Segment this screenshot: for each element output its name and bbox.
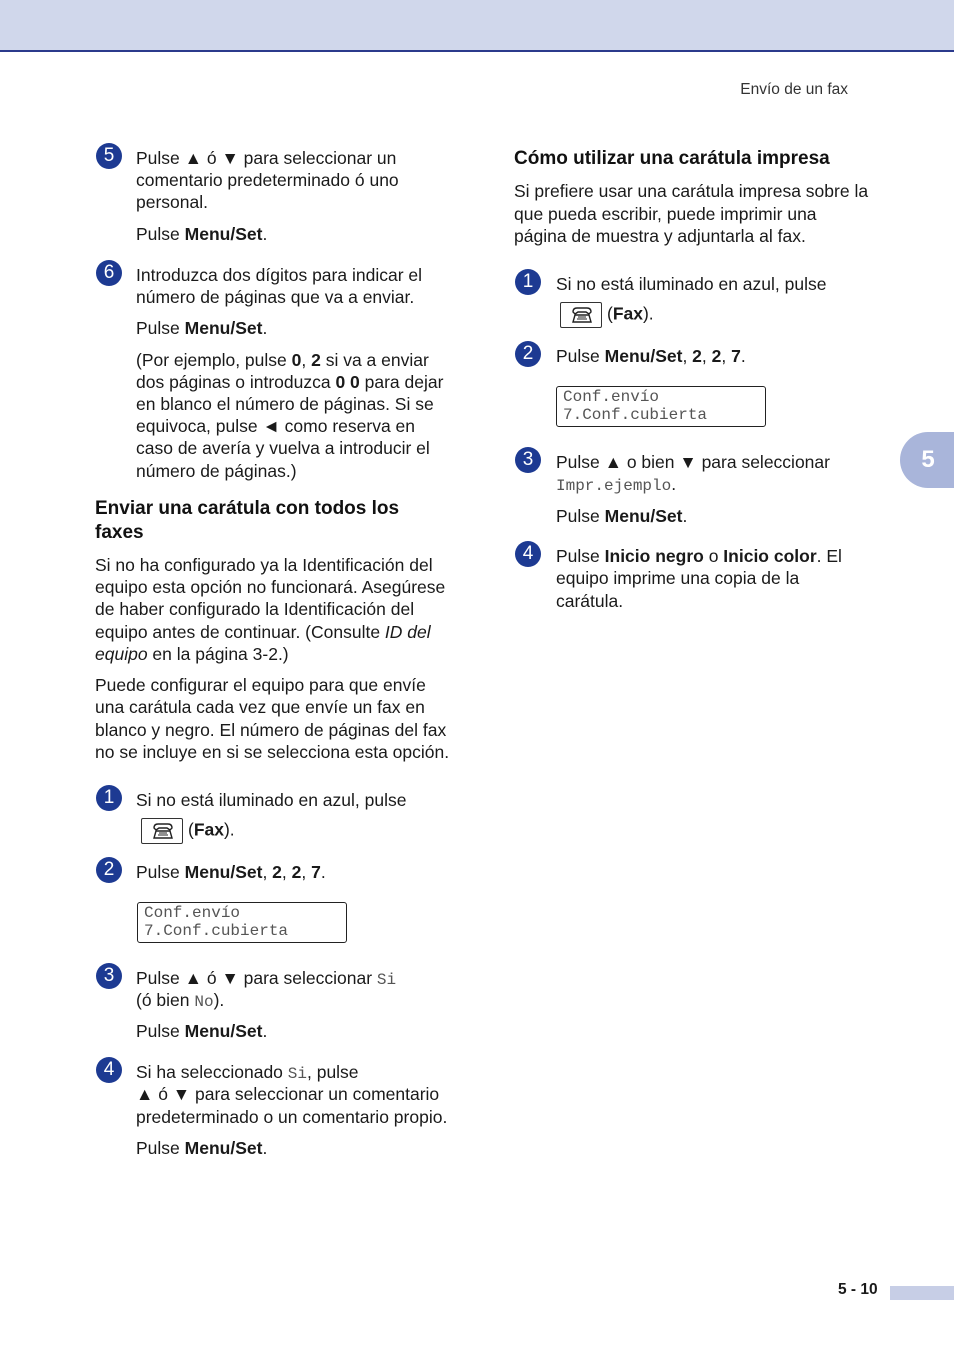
- para1-line-5: equipo en la página 3-2.): [95, 644, 289, 664]
- step-5-badge: 5: [96, 143, 122, 169]
- step-3-badge: 3: [96, 963, 122, 989]
- right-step-4-line-3: carátula.: [556, 591, 624, 611]
- para1-line-1: Si no ha configurado ya la Identificación del: [95, 555, 433, 575]
- step-4-badge: 4: [96, 1057, 122, 1083]
- step-5-line-2: comentario predeterminado ó uno: [136, 170, 399, 190]
- right-step-4-line-2: equipo imprime una copia de la: [556, 568, 800, 588]
- step-6-example-3: en blanco el número de páginas. Si se: [136, 394, 434, 414]
- right-step-3-line-2: Impr.ejemplo.: [556, 474, 677, 495]
- step-3-line-1: Pulse ▲ ó ▼ para seleccionar Si: [136, 968, 397, 989]
- right-step-2-line: Pulse Menu/Set, 2, 2, 7.: [556, 346, 746, 366]
- step-1-line: Si no está iluminado en azul, pulse: [136, 790, 407, 810]
- down-arrow-icon: ▼: [172, 1084, 191, 1104]
- right-step-2-badge: 2: [515, 341, 541, 367]
- right-step-4-line-1: Pulse Inicio negro o Inicio color. El: [556, 546, 842, 566]
- step-6-example-6: número de páginas.): [136, 461, 297, 481]
- para2-line-3: blanco y negro. El número de páginas del fax: [95, 720, 447, 740]
- step-2-badge: 2: [96, 857, 122, 883]
- running-title: Envío de un fax: [740, 81, 848, 98]
- step-3-line-2: (ó bien No).: [136, 990, 225, 1011]
- right-para-line-1: Si prefiere usar una carátula impresa sobre la: [514, 181, 869, 201]
- section-heading-printed-cover: Cómo utilizar una carátula impresa: [514, 148, 830, 169]
- right-para-line-3: página de muestra y adjuntarla al fax.: [514, 226, 806, 246]
- down-arrow-icon: ▼: [221, 148, 239, 168]
- lcd-display: Conf.envío 7.Conf.cubierta: [137, 902, 347, 943]
- step-6-line-1: Introduzca dos dígitos para indicar el: [136, 265, 422, 285]
- chapter-number: 5: [921, 445, 935, 473]
- para1-line-4: equipo antes de continuar. (Consulte ID del: [95, 622, 431, 642]
- para2-line-1: Puede configurar el equipo para que envíe: [95, 675, 426, 695]
- step-6-example-5: caso de avería y vuelva a introducir el: [136, 438, 430, 458]
- right-step-3-line-1: Pulse ▲ o bien ▼ para seleccionar: [556, 452, 830, 472]
- step-2-line: Pulse Menu/Set, 2, 2, 7.: [136, 862, 326, 882]
- up-arrow-icon: ▲: [604, 452, 622, 472]
- right-step-3-badge: 3: [515, 447, 541, 473]
- para2-line-2: una carátula cada vez que envíe un fax en: [95, 697, 425, 717]
- step-5-press: Pulse Menu/Set.: [136, 224, 268, 244]
- step-6-example-4: equivoca, pulse ◄ como reserva en: [136, 416, 416, 436]
- down-arrow-icon: ▼: [221, 968, 239, 988]
- up-arrow-icon: ▲: [136, 1084, 154, 1104]
- step-5-line-1: Pulse ▲ ó ▼ para seleccionar un: [136, 148, 397, 168]
- chapter-tab: [900, 432, 954, 488]
- right-step-1-line: Si no está iluminado en azul, pulse: [556, 274, 827, 294]
- down-arrow-icon: ▼: [679, 452, 697, 472]
- up-arrow-icon: ▲: [184, 148, 202, 168]
- page-number: 5 - 10: [838, 1281, 878, 1298]
- step-6-line-2: número de páginas que va a enviar.: [136, 287, 415, 307]
- step-3-press: Pulse Menu/Set.: [136, 1021, 268, 1041]
- step-5-line-3: personal.: [136, 192, 208, 212]
- section-heading-cover-all: Enviar una carátula con todos los faxes: [95, 498, 400, 543]
- para2-line-4: no se incluye en si se selecciona esta opción.: [95, 742, 450, 762]
- para1-line-2: equipo esta opción no funcionará. Asegúrese: [95, 577, 446, 597]
- right-step-4-badge: 4: [515, 541, 541, 567]
- step-1-fax: (Fax).: [141, 818, 235, 844]
- header-band: [0, 0, 954, 52]
- step-6-example-1: (Por ejemplo, pulse 0, 2 si va a enviar: [136, 350, 429, 370]
- right-step-1-fax: (Fax).: [560, 302, 654, 328]
- step-6-example-2: dos páginas o introduzca 0 0 para dejar: [136, 372, 444, 392]
- left-arrow-icon: ◄: [262, 416, 280, 436]
- right-step-1-badge: 1: [515, 269, 541, 295]
- footer-bar: [890, 1286, 954, 1300]
- right-lcd-display: Conf.envío 7.Conf.cubierta: [556, 386, 766, 427]
- step-1-badge: 1: [96, 785, 122, 811]
- up-arrow-icon: ▲: [184, 968, 202, 988]
- step-6-press: Pulse Menu/Set.: [136, 318, 268, 338]
- para1-line-3: de haber configurado la Identificación del: [95, 599, 415, 619]
- step-4-line-2: ▲ ó ▼ para seleccionar un comentario: [136, 1084, 440, 1104]
- step-6-badge: 6: [96, 260, 122, 286]
- fax-key-icon: [560, 302, 602, 328]
- right-para-line-2: que pueda escribir, puede imprimir una: [514, 204, 817, 224]
- right-step-3-press: Pulse Menu/Set.: [556, 506, 688, 526]
- step-4-press: Pulse Menu/Set.: [136, 1138, 268, 1158]
- step-4-line-1: Si ha seleccionado Si, pulse: [136, 1062, 359, 1083]
- step-4-line-3: predeterminado o un comentario propio.: [136, 1107, 448, 1127]
- fax-key-icon: [141, 818, 183, 844]
